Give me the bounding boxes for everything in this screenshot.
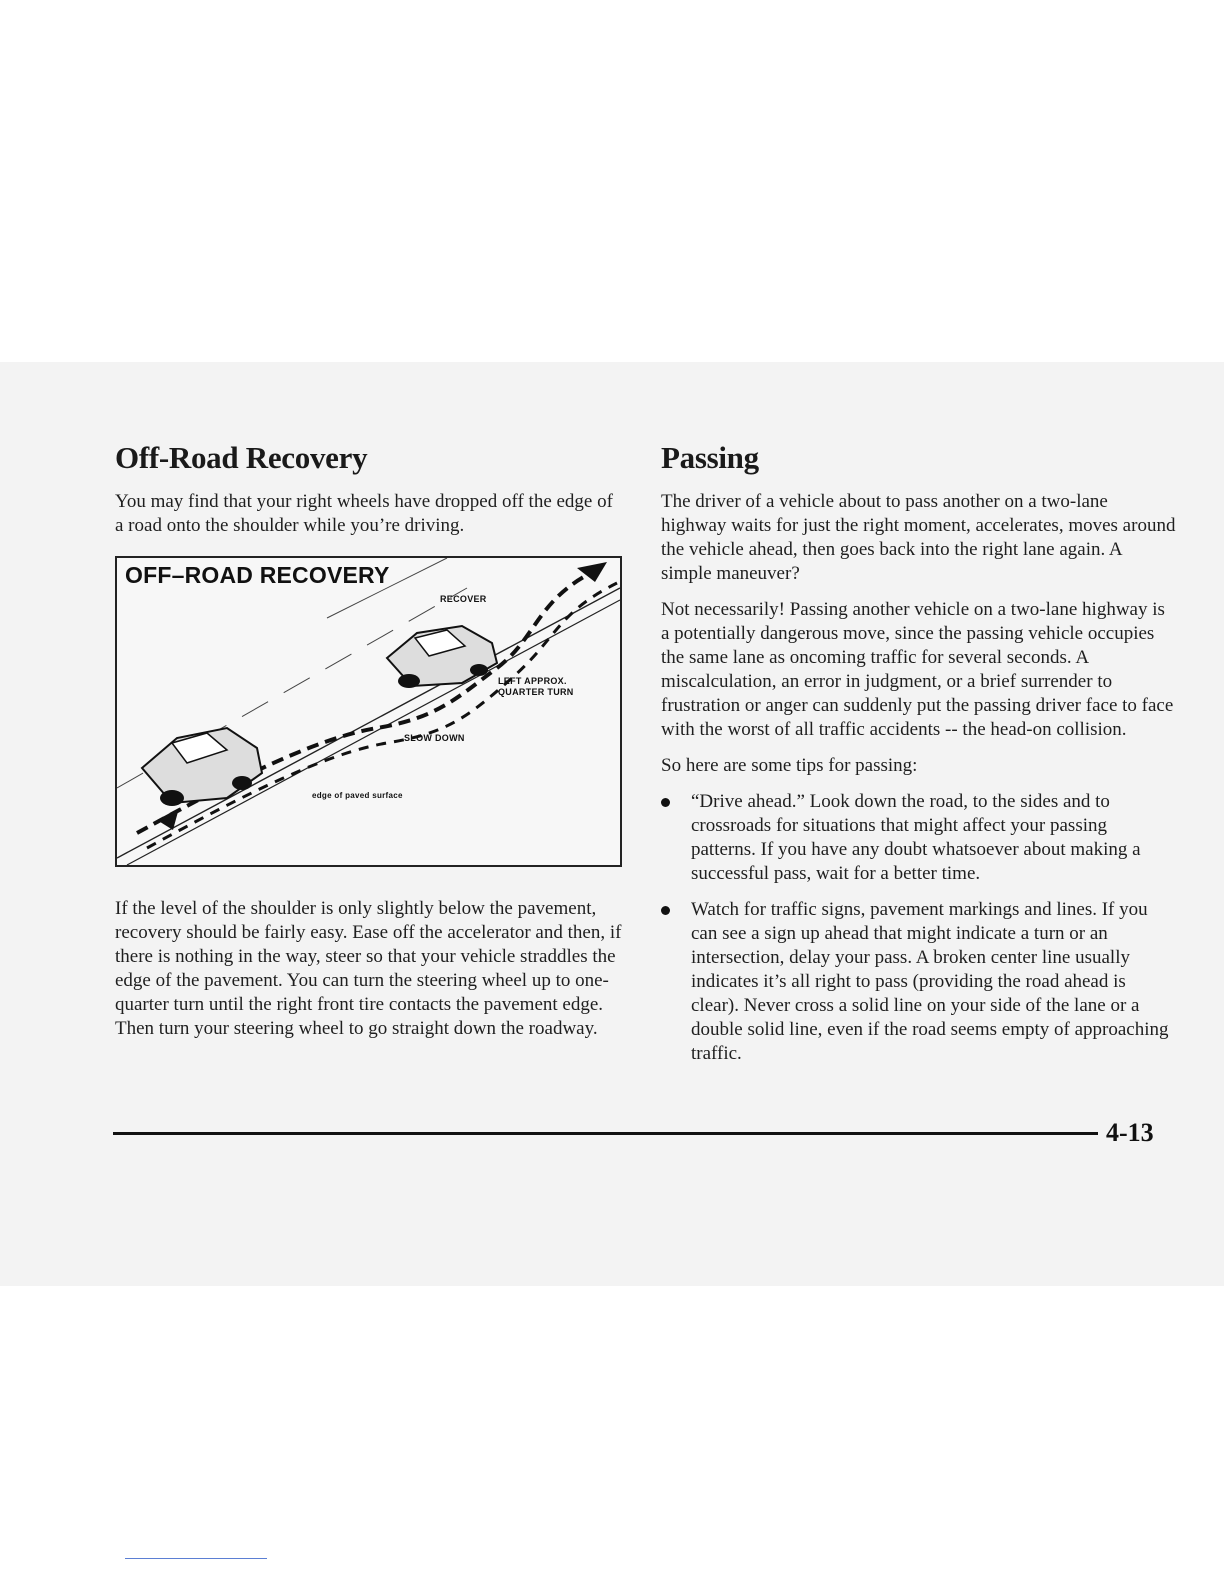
- car-rear-illustration: [142, 728, 262, 806]
- list-item: [661, 898, 1176, 1066]
- footer-rule: [113, 1132, 1098, 1135]
- label-left-turn-1: LEFT APPROX.: [498, 676, 567, 686]
- passing-para-1: The driver of a vehicle about to pass another on a two-lane highway waits for just the right moment, accelerates, moves around the vehicle ahead, then goes back into the right lane again. A simple maneuver?: [661, 491, 1176, 584]
- tip-text: Watch for traffic signs, pavement markings and lines. If you can see a sign up ahead that might indicate a turn or an intersection, delay your pass. A broken center line usually indicates it’s all right to pass (providing the road ahead is clear). Never cross a solid line on your side of the lane or a double solid line, even if the road seems empty of approaching traffic.: [691, 899, 1169, 1064]
- list-item: [661, 790, 1176, 886]
- off-road-recovery-heading: Off-Road Recovery: [115, 440, 368, 475]
- bullet-icon: [661, 798, 670, 807]
- passing-tips-list: [661, 790, 1176, 1066]
- bullet-icon: [661, 906, 670, 915]
- figure-title: OFF–ROAD RECOVERY: [125, 562, 390, 588]
- right-column: [661, 440, 1176, 1078]
- off-road-body: If the level of the shoulder is only slightly below the pavement, recovery should be fairly easy. Ease off the accelerator and then, if there is nothing in the way, steer so that your vehicle straddles the edge of the pavement. You can turn the steering wheel up to one-quarter turn until the right front tire contacts the pavement edge. Then turn your steering wheel to go straight down the roadway.: [115, 898, 622, 1039]
- off-road-recovery-figure: [115, 556, 622, 867]
- label-slow-down: SLOW DOWN: [404, 733, 465, 743]
- bottom-divider: [125, 1558, 267, 1559]
- passing-para-2: Not necessarily! Passing another vehicle on a two-lane highway is a potentially dangerous move, since the passing vehicle occupies the same lane as oncoming traffic for several seconds. A miscalculation, an error in judgment, or a brief surrender to frustration or anger can suddenly put the passing driver face to face with the worst of all traffic accidents -- the head-on collision.: [661, 599, 1174, 740]
- tip-text: “Drive ahead.” Look down the road, to the sides and to crossroads for situations that might affect your passing patterns. If you have any doubt whatsoever about making a successful pass, wait for a better time.: [691, 791, 1141, 884]
- off-road-intro: You may find that your right wheels have dropped off the edge of a road onto the shoulder while you’re driving.: [115, 491, 613, 536]
- left-column: [115, 440, 625, 1053]
- label-edge-surface: edge of paved surface: [312, 791, 403, 800]
- car-front-illustration: [387, 626, 497, 688]
- passing-heading: Passing: [661, 440, 759, 475]
- label-left-turn-2: QUARTER TURN: [498, 687, 574, 697]
- label-recover: RECOVER: [440, 594, 487, 604]
- passing-para-3: So here are some tips for passing:: [661, 755, 918, 776]
- page-number: 4-13: [1106, 1118, 1154, 1147]
- road-illustration: [117, 558, 620, 865]
